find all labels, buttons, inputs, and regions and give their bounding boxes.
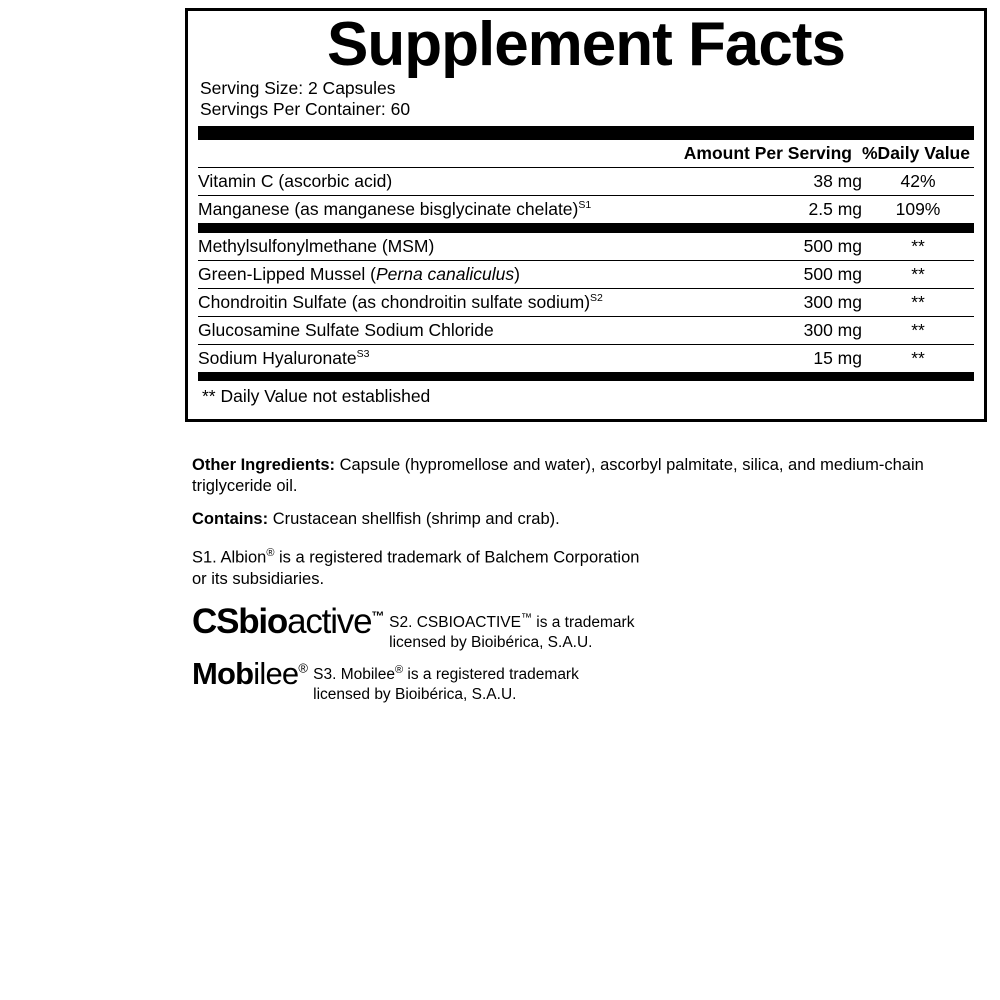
nutrient-name bbox=[198, 168, 684, 196]
contains-label: Contains: bbox=[192, 509, 269, 528]
s1-trademark-note bbox=[192, 546, 992, 590]
panel-inner bbox=[188, 10, 984, 419]
nutrient-name bbox=[198, 317, 712, 345]
other-ingredients-label: Other Ingredients: bbox=[192, 456, 336, 474]
nutrient-superscript: S3 bbox=[356, 348, 370, 361]
mobilee-bold: Mob bbox=[192, 656, 254, 692]
csbioactive-note bbox=[383, 604, 634, 652]
nutrient-dv: 109% bbox=[862, 196, 974, 224]
nutrient-label: Glucosamine Sulfate Sodium Chloride bbox=[198, 320, 494, 341]
nutrient-amount: 15 mg bbox=[813, 348, 862, 369]
mobilee-note-pre: S3. Mobilee bbox=[313, 666, 395, 684]
nutrient-label: Methylsulfonylmethane (MSM) bbox=[198, 236, 435, 257]
nutrient-dv: ** bbox=[862, 317, 974, 345]
nutrient-superscript: S2 bbox=[590, 292, 603, 305]
nutrient-name bbox=[198, 261, 712, 289]
nutrient-label: Vitamin C (ascorbic acid) bbox=[198, 171, 393, 192]
header-daily-value: %Daily Value bbox=[862, 140, 974, 168]
nutrient-dv: ** bbox=[862, 289, 974, 317]
nutrient-amount: 300 mg bbox=[712, 317, 862, 345]
nutrient-name bbox=[198, 196, 684, 224]
registered-icon: ® bbox=[298, 660, 308, 676]
daily-value-footnote: ** Daily Value not established bbox=[202, 386, 431, 407]
nutrient-label-tail: ) bbox=[514, 264, 520, 285]
csbioactive-line bbox=[192, 604, 992, 652]
contains-statement bbox=[192, 509, 992, 530]
table-row bbox=[198, 196, 974, 224]
other-ingredients-text: Capsule (hypromellose and water), ascorbyl palmitate, silica, and medium-chain triglyceride oil. bbox=[192, 456, 924, 495]
nutrient-name bbox=[198, 233, 712, 261]
mobilee-logo bbox=[192, 656, 308, 692]
nutrient-superscript: S1 bbox=[578, 199, 592, 212]
mobilee-line bbox=[192, 658, 992, 704]
nutrient-dv: 42% bbox=[862, 168, 974, 196]
nutrient-amount: 38 mg bbox=[684, 168, 862, 196]
nutrient-amount: 300 mg bbox=[712, 289, 862, 317]
nutrient-dv: ** bbox=[911, 348, 925, 369]
mobilee-note-post: is a registered trademark bbox=[403, 666, 579, 684]
s1-note-line1: S1. Albion bbox=[192, 548, 267, 567]
nutrient-amount: 2.5 mg bbox=[684, 196, 862, 224]
table-row bbox=[198, 345, 974, 373]
nutrition-table bbox=[198, 140, 974, 224]
nutrient-label: Manganese (as manganese bisglycinate chelate) bbox=[198, 199, 579, 220]
nutrient-amount: 500 mg bbox=[712, 233, 862, 261]
csbioactive-note-post: is a trademark bbox=[531, 614, 635, 632]
divider-thick-top bbox=[198, 126, 974, 140]
table-row bbox=[198, 261, 974, 289]
divider-mid bbox=[198, 224, 974, 233]
supplement-facts-panel bbox=[185, 8, 987, 422]
other-ingredients bbox=[192, 455, 992, 497]
csbioactive-bold: CSbio bbox=[192, 602, 288, 642]
nutrient-label: Sodium Hyaluronate bbox=[198, 348, 357, 369]
csbioactive-note-pre: S2. CSBIOACTIVE bbox=[389, 614, 521, 632]
table-row bbox=[198, 317, 974, 345]
contains-text: Crustacean shellfish (shrimp and crab). bbox=[272, 509, 560, 528]
table-row bbox=[198, 289, 974, 317]
nutrient-latin-name: Perna canaliculus bbox=[376, 264, 515, 285]
serving-size: Serving Size: 2 Capsules bbox=[200, 77, 396, 98]
csbioactive-block bbox=[192, 604, 992, 652]
nutrient-dv: ** bbox=[862, 261, 974, 289]
s1-note-line2: or its subsidiaries. bbox=[192, 569, 325, 588]
registered-icon: ® bbox=[266, 546, 275, 559]
page-title: Supplement Facts bbox=[327, 10, 845, 79]
table-row bbox=[198, 233, 974, 261]
csbioactive-logo bbox=[192, 602, 384, 642]
label-notes bbox=[192, 455, 992, 704]
divider-mid-bottom bbox=[198, 372, 974, 381]
nutrient-label: Green-Lipped Mussel ( bbox=[198, 264, 376, 285]
trademark-icon: ™ bbox=[520, 612, 532, 625]
mobilee-note-line2: licensed by Bioibérica, S.A.U. bbox=[313, 685, 517, 703]
csbioactive-light: active bbox=[287, 602, 372, 642]
nutrient-dv: ** bbox=[862, 233, 974, 261]
mobilee-block bbox=[192, 658, 992, 704]
nutrient-amount: 500 mg bbox=[712, 261, 862, 289]
s1-note-line1-rest: is a registered trademark of Balchem Corporation bbox=[274, 548, 640, 567]
csbioactive-note-line2: licensed by Bioibérica, S.A.U. bbox=[389, 633, 593, 651]
nutrient-label: Chondroitin Sulfate (as chondroitin sulfate sodium) bbox=[198, 292, 591, 313]
registered-icon: ® bbox=[395, 664, 404, 677]
other-ingredients-table bbox=[198, 233, 974, 372]
mobilee-light: ilee bbox=[253, 656, 299, 692]
table-row bbox=[198, 168, 974, 196]
nutrient-name bbox=[198, 289, 712, 317]
header-spacer bbox=[198, 140, 684, 168]
servings-per-container: Servings Per Container: 60 bbox=[200, 99, 411, 120]
header-amount-per-serving: Amount Per Serving bbox=[684, 140, 862, 168]
trademark-icon: ™ bbox=[371, 608, 384, 624]
table-header-row bbox=[198, 140, 974, 168]
nutrient-name bbox=[198, 345, 712, 373]
mobilee-note bbox=[307, 658, 579, 704]
